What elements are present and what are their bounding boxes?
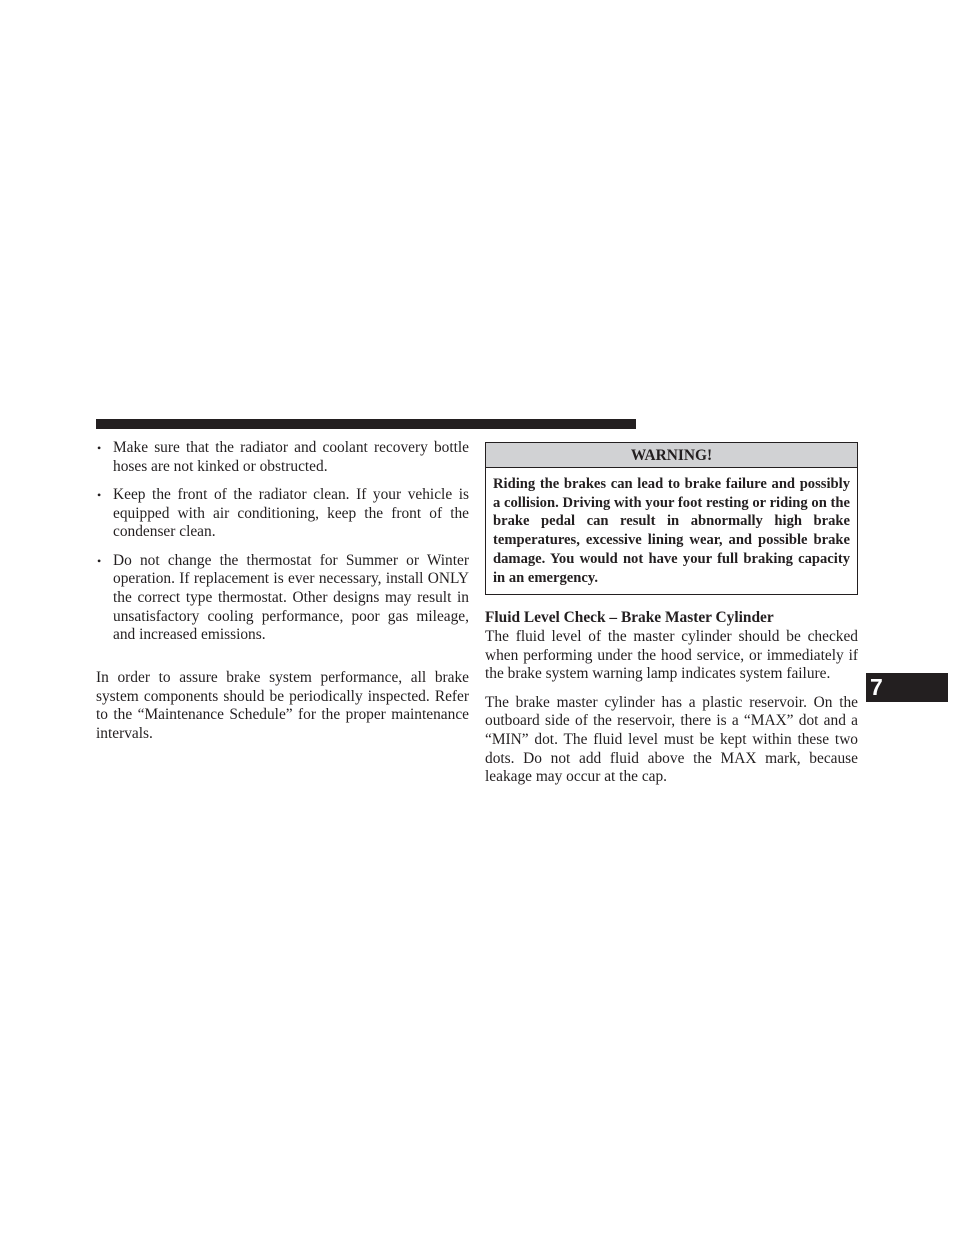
chapter-number: 7 xyxy=(870,674,883,700)
bullet-icon: • xyxy=(97,553,102,568)
cooling-tips-list xyxy=(96,439,469,645)
list-item xyxy=(96,439,469,476)
warning-text: Riding the brakes can lead to brake failure and possibly a collision. Driving with your foot resting or riding on the brake pedal can result in abnormally high brake temperatures, excessive lining wear, and possible brake damage. You would not have your full braking capacity in an emergency. xyxy=(493,476,850,586)
left-column xyxy=(96,439,469,744)
warning-box xyxy=(485,442,858,595)
bullet-icon: • xyxy=(97,441,102,455)
fluid-level-heading: Fluid Level Check – Brake Master Cylinder xyxy=(485,609,774,627)
bullet-text: Do not change the thermostat for Summer or Winter operation. If replacement is ever necessary, install ONLY the correct type thermostat. Other designs may result in unsatisfactory cooling performance, poor gas mileage, and increased emissions. xyxy=(113,551,469,644)
top-rule-divider xyxy=(96,419,636,429)
bullet-text: Keep the front of the radiator clean. If your vehicle is equipped with air conditioning, keep the front of the condenser clean. xyxy=(113,485,469,541)
list-item xyxy=(96,552,469,646)
brake-inspection-paragraph: In order to assure brake system performance, all brake system components should be periodically inspected. Refer to the “Maintenance Schedule” for the proper maintenance intervals. xyxy=(96,669,469,743)
warning-title: WARNING! xyxy=(486,443,857,468)
list-item xyxy=(96,486,469,542)
chapter-tab xyxy=(866,673,948,702)
bullet-text: Make sure that the radiator and coolant recovery bottle hoses are not kinked or obstructed. xyxy=(113,439,469,475)
right-column xyxy=(485,442,858,787)
fluid-level-paragraph-1: The fluid level of the master cylinder should be checked when performing under the hood service, or immediately if the brake system warning lamp indicates system failure. xyxy=(485,627,858,683)
bullet-icon: • xyxy=(97,487,102,502)
fluid-level-paragraph-2: The brake master cylinder has a plastic reservoir. On the outboard side of the reservoir, there is a “MAX” dot and a “MIN” dot. The fluid level must be kept within these two dots. Do not add fluid above the MAX mark, because leakage may occur at the cap. xyxy=(485,693,858,786)
